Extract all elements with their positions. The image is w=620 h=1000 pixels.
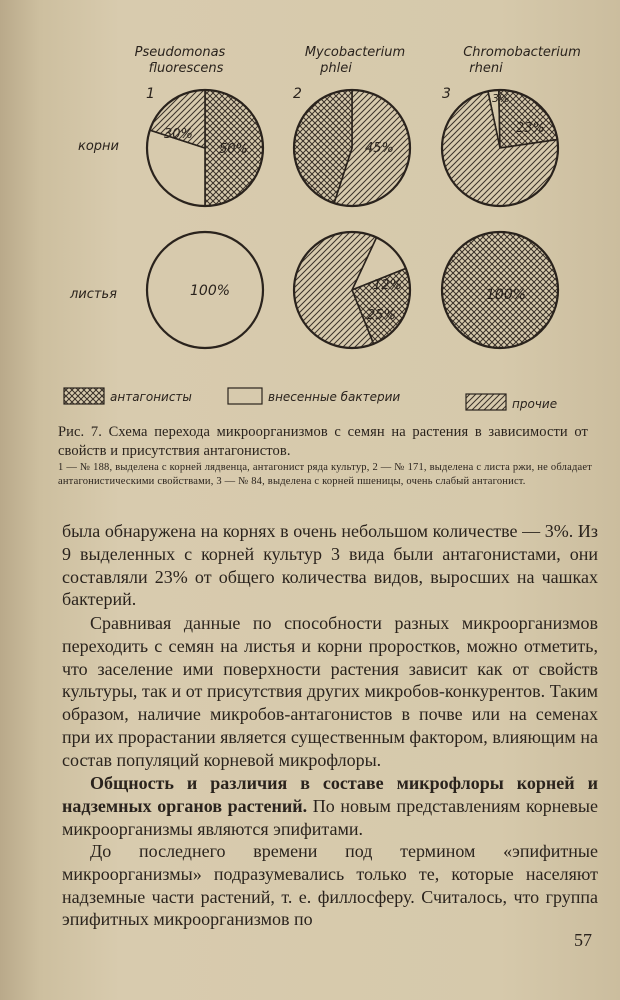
- paragraph-3: [62, 772, 598, 840]
- pie2-roots-label-45: 45%: [365, 141, 394, 156]
- paragraph-3-text: По новым представлениям корневые микроорганизмы являются эпифитами.: [62, 795, 598, 839]
- column-3-number: 3: [442, 86, 451, 102]
- column-1-title-line2: fluorescens: [148, 61, 224, 76]
- legend-other-swatch: [466, 394, 506, 410]
- legend-introduced-label: внесенные бактерии: [268, 390, 401, 404]
- column-2-title-line1: Mycobacterium: [304, 45, 406, 60]
- legend-antagonists-swatch: [64, 388, 104, 404]
- paragraph-2: Сравнивая данные по способности разных микроорганизмов переходить с семян на листья и корни проростков, можно отметить, что заселение ими поверхности растения зависит как от свойств культуры, так и от присутствия других микробов-конкурентов. Таким образом, наличие микробов-антагонистов в почве или на семенах при их прорастании является существенным фактором, влияющим на состав популяций корневой микрофлоры.: [62, 613, 598, 770]
- pie3-roots-label-23: 23%: [516, 121, 545, 136]
- column-1-title-line1: Pseudomonas: [134, 45, 226, 60]
- pie-charts: [147, 90, 558, 348]
- column-3-title-line2: rheni: [469, 61, 503, 76]
- pie2-leaves-label-25: 25%: [367, 308, 396, 323]
- legend-introduced-swatch: [228, 388, 262, 404]
- pie3-leaves-label-100: 100%: [486, 287, 527, 303]
- pie1-leaves-label-100: 100%: [190, 283, 231, 299]
- figure-caption: Рис. 7. Схема перехода микроорганизмов с семян на растения в зависимости от свойств и присутствия антагонистов.: [58, 424, 588, 459]
- row-label-roots: корни: [78, 139, 120, 154]
- paragraph-4: До последнего времени под термином «эпифитные микроорганизмы» подразумевались только те, которые населяют надземные части растений, т. е. филлосферу. Считалось, что группа эпифитных микроорганизмов по: [62, 841, 598, 930]
- page-number: 57: [574, 930, 592, 950]
- pie2-leaves-label-12: 12%: [373, 278, 402, 293]
- column-2-number: 2: [293, 86, 302, 102]
- figure-pie-diagram: [0, 0, 620, 420]
- row-label-leaves: листья: [70, 287, 117, 302]
- pie3-roots-label-3: 3%: [492, 92, 510, 105]
- legend-other-label: прочие: [512, 397, 558, 411]
- column-1-number: 1: [146, 86, 155, 102]
- figure-caption-notes: 1 — № 188, выделена с корней лядвенца, антагонист ряда культур, 2 — № 171, выделена с листа ржи, не обладает антагонистическими свойствами, 3 — № 84, выделена с корней пшеницы, очень слабый антагонист.: [58, 462, 592, 487]
- paragraph-1: была обнаружена на корнях в очень небольшом количестве — 3%. Из 9 выделенных с корней культур 3 вида были антагонистами, они составляли 23% от общего количества видов, выросших на чашках бактерий.: [62, 521, 598, 610]
- pie1-roots-label-50: 50%: [219, 142, 248, 157]
- legend-antagonists-label: антагонисты: [110, 390, 192, 404]
- section-heading: Общность и различия в составе микрофлоры корней и надземных органов растений.: [62, 773, 598, 816]
- column-2-title-line2: phlei: [320, 61, 352, 76]
- column-3-title-line1: Chromobacterium: [463, 45, 581, 60]
- pie1-roots-label-30: 30%: [164, 127, 193, 142]
